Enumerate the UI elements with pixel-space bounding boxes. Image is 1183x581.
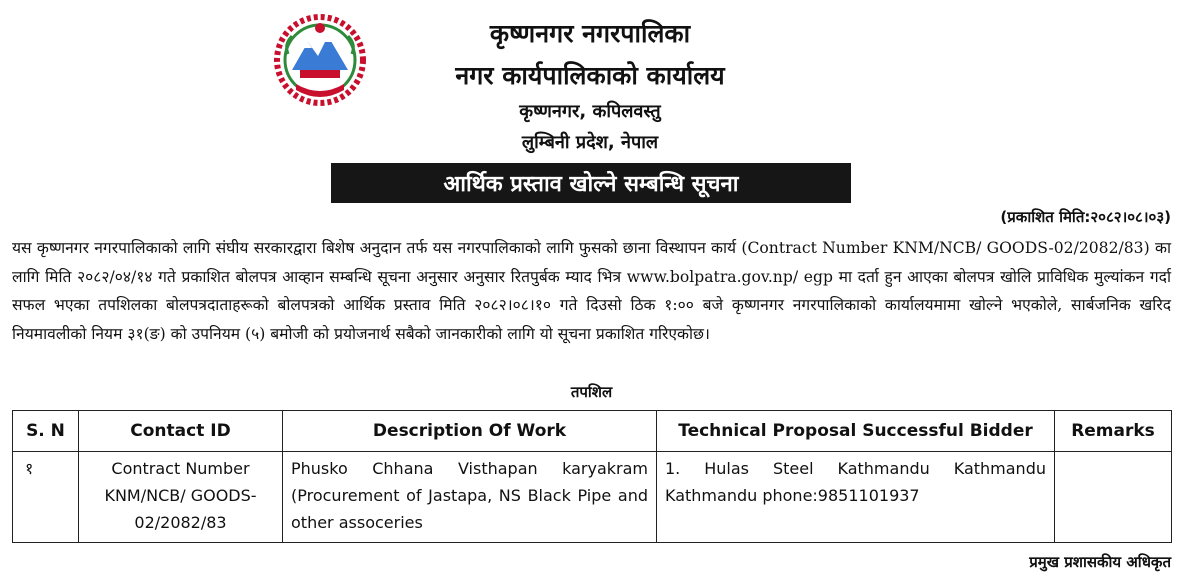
column-header-remarks: Remarks [1055,411,1172,452]
table-header-row [13,411,1172,452]
cell-description: Phusko Chhana Visthapan karyakram (Procurement of Jastapa, NS Black Pipe and other assoceries [283,452,657,543]
notice-title-banner [331,163,851,203]
office-subtitle: नगर कार्यपालिकाको कार्यालय [455,61,725,90]
cell-remarks [1055,452,1172,543]
column-header-contact-id: Contact ID [79,411,283,452]
office-address: कृष्णनगर, कपिलवस्तु [519,101,661,122]
column-header-sn: S. N [13,411,79,452]
cell-contact-id: Contract Number KNM/NCB/ GOODS-02/2082/83 [79,452,283,543]
office-name: कृष्णनगर नगरपालिका [489,19,691,48]
bidder-table [12,410,1172,543]
office-province: लुम्बिनी प्रदेश, नेपाल [521,132,659,153]
published-date: (प्रकाशित मिति:२०८२।०८।०३) [1000,208,1171,226]
notice-body: यस कृष्णनगर नगरपालिकाको लागि संघीय सरकारद्वारा बिशेष अनुदान तर्फ यस नगरपालिकाको लागि फुसको छाना विस्थापन कार्य (Contract Number KNM/NCB/ GOODS-02/2082/83) का लागि मिति २०८२/०४/१४ गते प्रकाशित बोलपत्र आव्हान सम्बन्धि सूचना अनुसार अनुसार रितपुर्बक म्याद भित्र www.bolpatra.gov.np/ egp मा दर्ता हुन आएका बोलपत्र खोलि प्राविधिक मुल्यांकन गर्दा सफल भएका तपशिलका बोलपत्रदाताहरूको बोलपत्रको आर्थिक प्रस्ताव मिति २०८२।०८।१० गते दिउसो ठिक १:०० बजे कृष्णनगर नगरपालिकाको कार्यालयमामा खोल्ने भएकोले, सार्बजनिक खरिद नियमावलीको नियम ३१(ङ) को उपनियम (५) बमोजी को प्रयोजनार्थ सबैको जानकारीको लागि यो सूचना प्रकाशित गरिएकोछ। [12,239,1171,343]
column-header-description: Description Of Work [283,411,657,452]
signature-title: प्रमुख प्रशासकीय अधिकृत [1029,553,1171,571]
column-header-bidder: Technical Proposal Successful Bidder [657,411,1055,452]
table-row [13,452,1172,543]
notice-title: आर्थिक प्रस्ताव खोल्ने सम्बन्धि सूचना [443,172,739,197]
table-heading: तपशिल [570,383,613,401]
nepal-government-emblem-icon [274,14,366,106]
watermark: ⠀ [370,262,424,336]
cell-bidder: 1. Hulas Steel Kathmandu Kathmandu Kathmandu phone:9851101937 [657,452,1055,543]
cell-sn: १ [13,452,79,543]
